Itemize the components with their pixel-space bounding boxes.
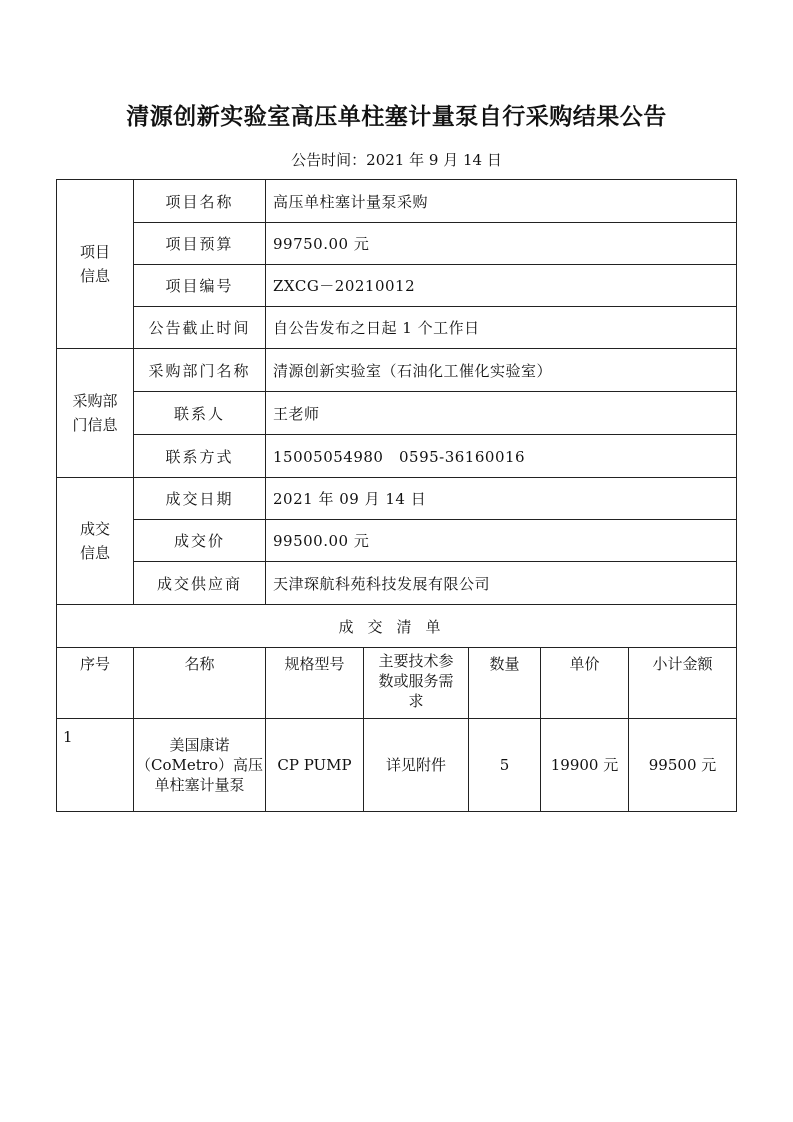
field-value: 王老师 <box>266 392 737 435</box>
column-header: 数量 <box>469 648 541 719</box>
field-value: 2021 年 09 月 14 日 <box>266 478 737 520</box>
item-spec: 详见附件 <box>364 719 469 812</box>
column-header: 单价 <box>541 648 629 719</box>
column-header: 序号 <box>57 648 134 719</box>
field-value: 99750.00 元 <box>266 223 737 265</box>
field-label: 项目编号 <box>134 265 266 307</box>
column-header: 小计金额 <box>629 648 737 719</box>
announcement-date: 公告时间：2021 年 9 月 14 日 <box>291 151 502 169</box>
page-title: 清源创新实验室高压单柱塞计量泵自行采购结果公告 <box>126 103 667 130</box>
deal-list-title: 成交清单 <box>57 605 737 648</box>
project-row <box>57 307 737 349</box>
deal-row <box>57 520 737 562</box>
field-value: 15005054980 0595-36160016 <box>266 435 737 478</box>
field-value: 清源创新实验室（石油化工催化实验室） <box>266 349 737 392</box>
field-label: 成交日期 <box>134 478 266 520</box>
field-label: 采购部门名称 <box>134 349 266 392</box>
item-number: 1 <box>57 719 134 812</box>
item-name: 美国康诺（CoMetro）高压单柱塞计量泵 <box>134 719 266 812</box>
field-label: 项目名称 <box>134 180 266 223</box>
project-info-group-label: 项目 信息 <box>57 180 134 349</box>
department-row <box>57 349 737 392</box>
item-unit-price: 19900 元 <box>541 719 629 812</box>
field-label: 成交供应商 <box>134 562 266 605</box>
field-value: ZXCG－20210012 <box>266 265 737 307</box>
field-label: 联系人 <box>134 392 266 435</box>
deal-info-group-label: 成交 信息 <box>57 478 134 605</box>
field-label: 项目预算 <box>134 223 266 265</box>
field-label: 成交价 <box>134 520 266 562</box>
field-value: 天津琛航科苑科技发展有限公司 <box>266 562 737 605</box>
field-value: 99500.00 元 <box>266 520 737 562</box>
list-header-row <box>57 648 737 719</box>
column-header: 规格型号 <box>266 648 364 719</box>
list-title-row <box>57 605 737 648</box>
item-quantity: 5 <box>469 719 541 812</box>
department-row <box>57 435 737 478</box>
project-row <box>57 180 737 223</box>
department-info-group-label: 采购部 门信息 <box>57 349 134 478</box>
table-row <box>57 719 737 812</box>
project-row <box>57 265 737 307</box>
department-row <box>57 392 737 435</box>
field-label: 公告截止时间 <box>134 307 266 349</box>
item-subtotal: 99500 元 <box>629 719 737 812</box>
item-model: CP PUMP <box>266 719 364 812</box>
field-value: 自公告发布之日起 1 个工作日 <box>266 307 737 349</box>
field-value: 高压单柱塞计量泵采购 <box>266 180 737 223</box>
deal-row <box>57 562 737 605</box>
field-label: 联系方式 <box>134 435 266 478</box>
project-row <box>57 223 737 265</box>
column-header: 主要技术参数或服务需求 <box>364 648 469 719</box>
column-header: 名称 <box>134 648 266 719</box>
deal-row <box>57 478 737 520</box>
announcement-table <box>56 179 737 812</box>
